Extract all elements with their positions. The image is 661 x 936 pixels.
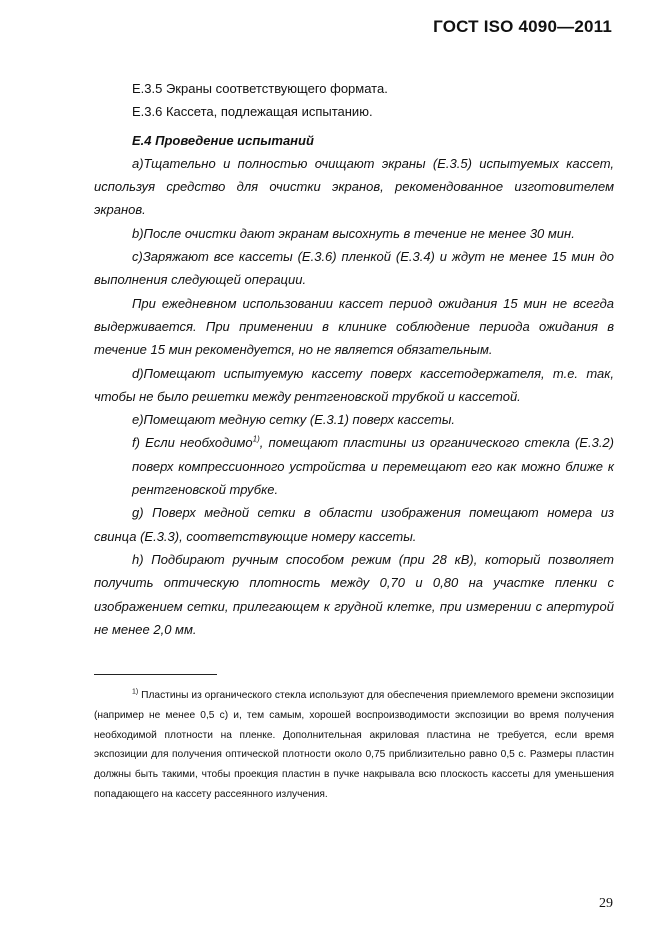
footnote-paragraph (94, 686, 614, 805)
step-e: е)Помещают медную сетку (Е.3.1) поверх кассеты. (132, 412, 456, 428)
footnote-ref: 1) (252, 435, 260, 445)
step-h: h) Подбирают ручным способом режим (при 28 кВ), который позволяет получить оптическую плотность между 0,70 и 0,80 на участке пленки с изображением сетки, прилегающем к грудной клетке, при измерении с апертурой не менее 2,0 мм. (94, 551, 614, 637)
page-number: 29 (599, 896, 613, 911)
step-note: При ежедневном использовании кассет период ожидания 15 мин не всегда выдерживается. При применении в клинике соблюдение периода ожидания в течение 15 мин рекомендуется, но не является обязательным. (94, 295, 614, 358)
step-d: d)Помещают испытуемую кассету поверх кассетодержателя, т.е. так, чтобы не было решетки между рентгеновской трубкой и кассетой. (94, 365, 614, 404)
step-f-rest: , помещают пластины из органического стекла (Е.3.2) поверх компрессионного устройства и перемещают его как можно ближе к рентгеновской трубке. (132, 435, 614, 498)
step-c: с)Заряжают все кассеты (Е.3.6) пленкой (Е.3.4) и ждут не менее 15 мин до выполнения следующей операции. (94, 249, 614, 288)
step-f-start: f) Если необходимо (132, 435, 253, 451)
footnote-text: Пластины из органического стекла используют для обеспечения приемлемого времени экспозиции (например не менее 0,5 с) и, тем самым, хорошей воспроизводимости экспозиции во время получения необходимой плотности на пленке. Дополнительная акриловая пластина не требуется, если время экспозиции для получения оптической плотности около 0,75 приблизительно равно 0,5 с. Размеры пластин должны быть такими, чтобы проекция пластин в пучке накрывала всю плоскость кассеты для уменьшения попадающего на кассету рассеянного излучения. (94, 690, 614, 800)
item-e36: Е.3.6 Кассета, подлежащая испытанию. (132, 104, 373, 120)
section-heading: Е.4 Проведение испытаний (132, 132, 314, 148)
step-f (94, 431, 614, 501)
item-e35: Е.3.5 Экраны соответствующего формата. (132, 81, 388, 96)
footnote (94, 686, 614, 805)
step-g: g) Поверх медной сетки в области изображения помещают номера из свинца (Е.3.3), соответствующие номеру кассеты. (94, 505, 614, 544)
footnote-divider (94, 674, 217, 675)
step-b: b)После очистки дают экранам высохнуть в течение не менее 30 мин. (132, 225, 575, 241)
step-a: а)Тщательно и полностью очищают экраны (Е.3.5) испытуемых кассет, используя средство для очистки экранов, рекомендованное изготовителем экранов. (94, 155, 614, 218)
footnote-marker: 1) (132, 688, 139, 696)
body-text (94, 77, 614, 641)
standard-header: ГОСТ ISO 4090—2011 (433, 17, 612, 36)
